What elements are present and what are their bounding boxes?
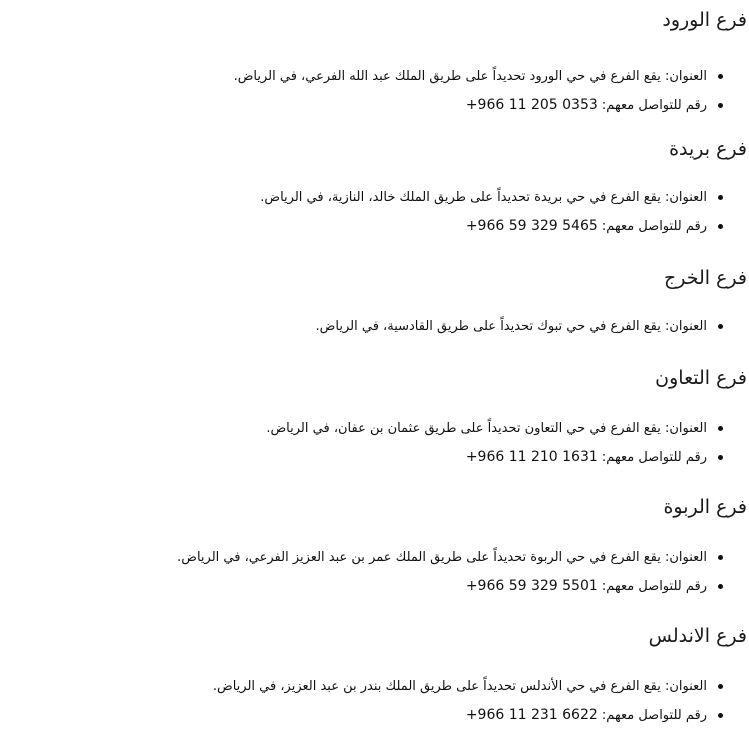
branch-section-0 [0, 8, 749, 113]
branch-phone-item [0, 701, 749, 730]
branch-title: فرع التعاون [655, 367, 747, 389]
phone-label: رقم للتواصل معهم: [601, 98, 707, 113]
branch-address-item [0, 62, 749, 91]
address-label: العنوان: [664, 319, 707, 334]
phone-label: رقم للتواصل معهم: [601, 708, 707, 723]
branch-phone-item [0, 443, 749, 472]
bullet-icon [718, 103, 723, 108]
branch-details-list [0, 672, 749, 730]
bullet-icon [718, 324, 723, 329]
branch-title: فرع الاندلس [648, 625, 747, 647]
address-text: يقع الفرع في حي تبوك تحديداً على طريق القادسية، في الرياض. [315, 319, 661, 334]
address-label: العنوان: [664, 421, 707, 436]
branch-section-1 [0, 137, 749, 234]
branch-title: فرع بريدة [669, 138, 747, 160]
branch-phone-item [0, 212, 749, 241]
address-label: العنوان: [664, 679, 707, 694]
branch-details-list [0, 312, 749, 341]
branch-address-item [0, 312, 749, 341]
bullet-icon [718, 426, 723, 431]
phone-label: رقم للتواصل معهم: [601, 219, 707, 234]
bullet-icon [718, 74, 723, 79]
branch-details-list [0, 543, 749, 601]
bullet-icon [718, 224, 723, 229]
bullet-icon [718, 713, 723, 718]
bullet-icon [718, 455, 723, 460]
branch-address-item [0, 414, 749, 443]
branch-details-list [0, 414, 749, 472]
branch-details-list [0, 183, 749, 241]
address-label: العنوان: [664, 69, 707, 84]
bullet-icon [718, 555, 723, 560]
branch-title: فرع الورود [662, 9, 747, 31]
branch-title: فرع الربوة [663, 496, 747, 518]
address-text: يقع الفرع في حي الورود تحديداً على طريق الملك عبد الله الفرعي، في الرياض. [233, 69, 661, 84]
bullet-icon [718, 195, 723, 200]
address-text: يقع الفرع في حي الأندلس تحديداً على طريق الملك بندر بن عبد العزيز، في الرياض. [212, 679, 661, 694]
phone-number[interactable]: +966 59 329 5501 [465, 578, 598, 594]
address-text: يقع الفرع في حي التعاون تحديداً على طريق عثمان بن عفان، في الرياض. [266, 421, 661, 436]
branch-phone-item [0, 572, 749, 601]
phone-number[interactable]: +966 59 329 5465 [465, 218, 598, 234]
branch-address-item [0, 672, 749, 701]
branch-details-list [0, 62, 749, 120]
phone-label: رقم للتواصل معهم: [601, 579, 707, 594]
branch-section-4 [0, 495, 749, 594]
branch-section-5 [0, 624, 749, 723]
phone-number[interactable]: +966 11 210 1631 [465, 449, 598, 465]
phone-label: رقم للتواصل معهم: [601, 450, 707, 465]
address-label: العنوان: [664, 190, 707, 205]
branch-title: فرع الخرج [663, 267, 747, 289]
phone-number[interactable]: +966 11 205 0353 [465, 97, 598, 113]
branch-phone-item [0, 91, 749, 120]
address-text: يقع الفرع في حي الربوة تحديداً على طريق الملك عمر بن عبد العزيز الفرعي، في الرياض. [177, 550, 661, 565]
branch-address-item [0, 183, 749, 212]
address-text: يقع الفرع في حي بريدة تحديداً على طريق الملك خالد، النازية، في الرياض. [260, 190, 661, 205]
phone-number[interactable]: +966 11 231 6622 [465, 707, 598, 723]
bullet-icon [718, 584, 723, 589]
address-label: العنوان: [664, 550, 707, 565]
branch-address-item [0, 543, 749, 572]
bullet-icon [718, 684, 723, 689]
branch-section-2 [0, 266, 749, 334]
branch-section-3 [0, 366, 749, 465]
